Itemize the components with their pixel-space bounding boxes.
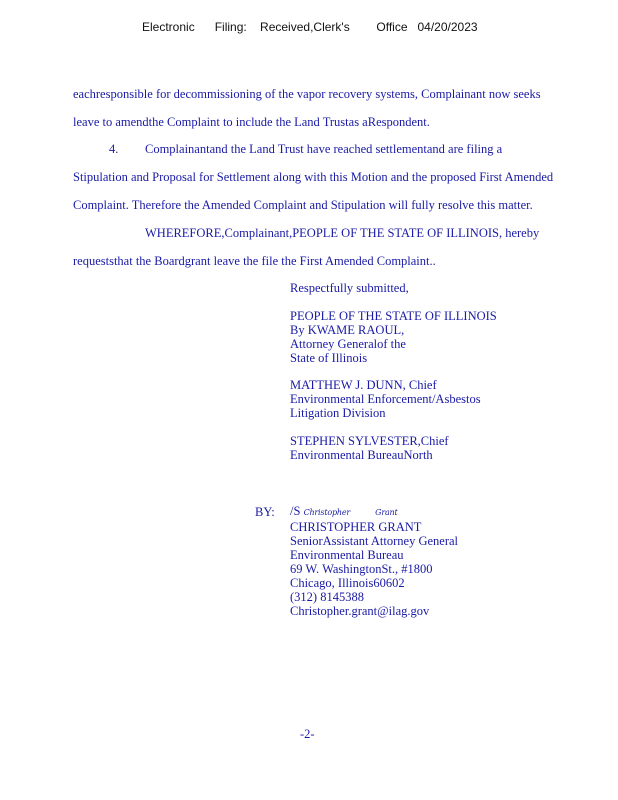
attorney-general-block — [290, 309, 497, 365]
closing-text: Respectfully submitted, — [290, 281, 409, 295]
dunn-division-2: Litigation Division — [290, 406, 386, 420]
dunn-name: MATTHEW J. DUNN, Chief — [290, 378, 437, 392]
signer-block — [290, 504, 458, 618]
signer-name: CHRISTOPHER GRANT — [290, 520, 422, 534]
address-line-2: Chicago, Illinois60602 — [290, 576, 405, 590]
sylvester-bureau: Environmental BureauNorth — [290, 448, 433, 462]
paragraph-4-first-line: Complainantand the Land Trust have reached settlementand are filing a — [145, 142, 503, 156]
email-address: Christopher.grant@ilag.gov — [290, 604, 430, 618]
signer-bureau: Environmental Bureau — [290, 548, 404, 562]
paragraph-number: 4. — [109, 142, 119, 156]
sylvester-block — [290, 434, 449, 462]
people-line: PEOPLE OF THE STATE OF ILLINOIS — [290, 309, 497, 323]
dunn-division-1: Environmental Enforcement/Asbestos — [290, 392, 481, 406]
phone-number: (312) 8145388 — [290, 590, 364, 604]
attorney-general-title: Attorney Generalof the — [290, 337, 406, 351]
by-attorney-general: By KWAME RAOUL, — [290, 323, 405, 337]
address-line-1: 69 W. WashingtonSt., #1800 — [290, 562, 433, 576]
wherefore-line: WHEREFORE,Complainant,PEOPLE OF THE STATE OF ILLINOIS, hereby — [145, 226, 540, 240]
closing-block — [290, 281, 409, 295]
signature-last-name: Grant — [375, 508, 398, 517]
signature-line — [290, 504, 458, 520]
body-line-5: Complaint. Therefore the Amended Complaint and Stipulation will fully resolve this matter. — [73, 198, 533, 212]
state-line: State of Illinois — [290, 351, 368, 365]
signature-first-name: Christopher — [303, 508, 350, 517]
by-label: BY: — [255, 505, 275, 519]
page-number: -2- — [300, 727, 315, 741]
body-line-2: leave to amendthe Complaint to include the Land Trustas aRespondent. — [73, 115, 430, 129]
electronic-filing-header: Electronic Filing: Received,Clerk's Office 04/20/2023 — [142, 20, 478, 34]
signer-title: SeniorAssistant Attorney General — [290, 534, 459, 548]
sylvester-name: STEPHEN SYLVESTER,Chief — [290, 434, 449, 448]
body-line-1: eachresponsible for decommissioning of the vapor recovery systems, Complainant now seeks — [73, 87, 541, 101]
s-mark: /S — [290, 504, 301, 518]
dunn-block — [290, 378, 481, 420]
body-line-4: Stipulation and Proposal for Settlement along with this Motion and the proposed First Amended — [73, 170, 554, 184]
body-line-7: requeststhat the Boardgrant leave the file the First Amended Complaint.. — [73, 254, 436, 268]
